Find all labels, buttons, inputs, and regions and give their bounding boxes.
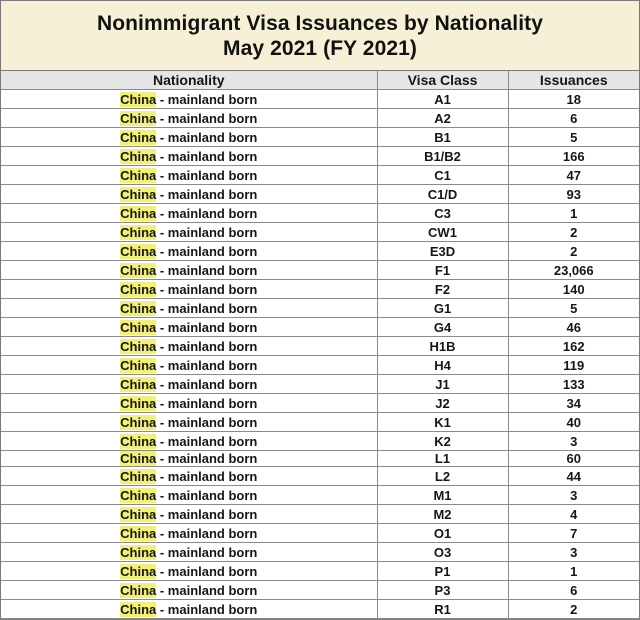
issuances-cell: 40 bbox=[508, 413, 639, 432]
highlighted-country: China bbox=[120, 525, 157, 541]
table-row bbox=[1, 185, 639, 204]
highlighted-country: China bbox=[120, 262, 157, 278]
nationality-cell bbox=[1, 299, 377, 318]
highlighted-country: China bbox=[120, 414, 157, 430]
issuances-cell: 140 bbox=[508, 280, 639, 299]
visa-class-cell: F1 bbox=[377, 261, 508, 280]
issuances-cell: 60 bbox=[508, 451, 639, 467]
visa-class-cell: J1 bbox=[377, 375, 508, 394]
highlighted-country: China bbox=[120, 281, 157, 297]
nationality-suffix: - mainland born bbox=[156, 243, 258, 259]
nationality-suffix: - mainland born bbox=[156, 129, 258, 145]
visa-class-cell: L2 bbox=[377, 467, 508, 486]
visa-class-cell: B1/B2 bbox=[377, 147, 508, 166]
nationality-cell bbox=[1, 280, 377, 299]
issuances-cell: 7 bbox=[508, 524, 639, 543]
issuances-cell: 2 bbox=[508, 600, 639, 619]
visa-class-cell: C3 bbox=[377, 204, 508, 223]
table-row bbox=[1, 299, 639, 318]
highlighted-country: China bbox=[120, 433, 157, 449]
nationality-suffix: - mainland born bbox=[156, 563, 258, 579]
issuances-cell: 119 bbox=[508, 356, 639, 375]
table-row bbox=[1, 467, 639, 486]
table-row bbox=[1, 543, 639, 562]
issuances-cell: 46 bbox=[508, 318, 639, 337]
table-header-row bbox=[1, 71, 639, 90]
visa-class-cell: G4 bbox=[377, 318, 508, 337]
table-row bbox=[1, 394, 639, 413]
table-row bbox=[1, 166, 639, 185]
visa-class-cell: H1B bbox=[377, 337, 508, 356]
highlighted-country: China bbox=[120, 205, 157, 221]
nationality-cell bbox=[1, 467, 377, 486]
nationality-cell bbox=[1, 223, 377, 242]
table-row bbox=[1, 356, 639, 375]
visa-class-cell: A1 bbox=[377, 90, 508, 109]
highlighted-country: China bbox=[120, 468, 157, 484]
visa-class-cell: R1 bbox=[377, 600, 508, 619]
highlighted-country: China bbox=[120, 563, 157, 579]
table-row bbox=[1, 505, 639, 524]
issuances-cell: 1 bbox=[508, 562, 639, 581]
nationality-suffix: - mainland born bbox=[156, 148, 258, 164]
nationality-cell bbox=[1, 562, 377, 581]
highlighted-country: China bbox=[120, 395, 157, 411]
nationality-suffix: - mainland born bbox=[156, 91, 258, 107]
table-row bbox=[1, 375, 639, 394]
table-row bbox=[1, 280, 639, 299]
nationality-cell bbox=[1, 261, 377, 280]
highlighted-country: China bbox=[120, 167, 157, 183]
issuances-cell: 18 bbox=[508, 90, 639, 109]
nationality-suffix: - mainland born bbox=[156, 487, 258, 503]
nationality-suffix: - mainland born bbox=[156, 110, 258, 126]
issuances-cell: 2 bbox=[508, 242, 639, 261]
nationality-suffix: - mainland born bbox=[156, 451, 258, 466]
highlighted-country: China bbox=[120, 319, 157, 335]
visa-class-cell: L1 bbox=[377, 451, 508, 467]
nationality-suffix: - mainland born bbox=[156, 357, 258, 373]
report-title: Nonimmigrant Visa Issuances by Nationality bbox=[96, 11, 544, 35]
nationality-cell bbox=[1, 413, 377, 432]
table-row bbox=[1, 261, 639, 280]
table-row bbox=[1, 318, 639, 337]
issuances-cell: 5 bbox=[508, 299, 639, 318]
highlighted-country: China bbox=[120, 544, 157, 560]
issuances-cell: 133 bbox=[508, 375, 639, 394]
nationality-cell bbox=[1, 394, 377, 413]
issuances-cell: 3 bbox=[508, 543, 639, 562]
nationality-suffix: - mainland born bbox=[156, 544, 258, 560]
table-row bbox=[1, 524, 639, 543]
nationality-suffix: - mainland born bbox=[156, 224, 258, 240]
nationality-cell bbox=[1, 166, 377, 185]
nationality-suffix: - mainland born bbox=[156, 525, 258, 541]
visa-class-cell: P1 bbox=[377, 562, 508, 581]
nationality-suffix: - mainland born bbox=[156, 582, 258, 598]
visa-class-cell: B1 bbox=[377, 128, 508, 147]
issuances-cell: 3 bbox=[508, 486, 639, 505]
issuances-cell: 23,066 bbox=[508, 261, 639, 280]
nationality-cell bbox=[1, 318, 377, 337]
nationality-suffix: - mainland born bbox=[156, 186, 258, 202]
highlighted-country: China bbox=[120, 451, 157, 466]
nationality-cell bbox=[1, 543, 377, 562]
nationality-cell bbox=[1, 600, 377, 619]
visa-class-cell: J2 bbox=[377, 394, 508, 413]
nationality-suffix: - mainland born bbox=[156, 338, 258, 354]
table-row bbox=[1, 486, 639, 505]
table-row bbox=[1, 451, 639, 467]
nationality-cell bbox=[1, 451, 377, 467]
issuances-column-header: Issuances bbox=[508, 71, 639, 90]
issuances-cell: 44 bbox=[508, 467, 639, 486]
highlighted-country: China bbox=[120, 338, 157, 354]
highlighted-country: China bbox=[120, 110, 157, 126]
nationality-cell bbox=[1, 337, 377, 356]
nationality-cell bbox=[1, 581, 377, 600]
visa-class-cell: K2 bbox=[377, 432, 508, 451]
visa-class-cell: P3 bbox=[377, 581, 508, 600]
highlighted-country: China bbox=[120, 129, 157, 145]
visa-class-cell: C1 bbox=[377, 166, 508, 185]
issuances-cell: 2 bbox=[508, 223, 639, 242]
visa-class-cell: M1 bbox=[377, 486, 508, 505]
issuances-cell: 1 bbox=[508, 204, 639, 223]
visa-class-cell: G1 bbox=[377, 299, 508, 318]
table-row bbox=[1, 432, 639, 451]
table-row bbox=[1, 581, 639, 600]
visa-class-cell: O1 bbox=[377, 524, 508, 543]
highlighted-country: China bbox=[120, 300, 157, 316]
nationality-suffix: - mainland born bbox=[156, 205, 258, 221]
issuances-cell: 93 bbox=[508, 185, 639, 204]
highlighted-country: China bbox=[120, 376, 157, 392]
nationality-suffix: - mainland born bbox=[156, 395, 258, 411]
table-row bbox=[1, 204, 639, 223]
table-row bbox=[1, 242, 639, 261]
report-title-block bbox=[1, 1, 639, 71]
table-row bbox=[1, 223, 639, 242]
issuances-cell: 6 bbox=[508, 581, 639, 600]
highlighted-country: China bbox=[120, 91, 157, 107]
table-row bbox=[1, 562, 639, 581]
nationality-suffix: - mainland born bbox=[156, 319, 258, 335]
visa-class-cell: C1/D bbox=[377, 185, 508, 204]
nationality-cell bbox=[1, 375, 377, 394]
issuances-cell: 4 bbox=[508, 505, 639, 524]
table-row bbox=[1, 337, 639, 356]
report-subtitle: May 2021 (FY 2021) bbox=[222, 36, 418, 60]
highlighted-country: China bbox=[120, 487, 157, 503]
issuances-cell: 3 bbox=[508, 432, 639, 451]
highlighted-country: China bbox=[120, 186, 157, 202]
visa-class-cell: F2 bbox=[377, 280, 508, 299]
nationality-cell bbox=[1, 128, 377, 147]
nationality-cell bbox=[1, 356, 377, 375]
visa-class-cell: K1 bbox=[377, 413, 508, 432]
visa-class-cell: A2 bbox=[377, 109, 508, 128]
nationality-cell bbox=[1, 242, 377, 261]
nationality-cell bbox=[1, 505, 377, 524]
issuances-cell: 47 bbox=[508, 166, 639, 185]
issuance-table bbox=[1, 71, 639, 619]
nationality-cell bbox=[1, 90, 377, 109]
nationality-suffix: - mainland born bbox=[156, 262, 258, 278]
nationality-cell bbox=[1, 147, 377, 166]
highlighted-country: China bbox=[120, 357, 157, 373]
nationality-cell bbox=[1, 524, 377, 543]
table-row bbox=[1, 147, 639, 166]
issuances-cell: 162 bbox=[508, 337, 639, 356]
nationality-suffix: - mainland born bbox=[156, 414, 258, 430]
nationality-suffix: - mainland born bbox=[156, 300, 258, 316]
nationality-suffix: - mainland born bbox=[156, 468, 258, 484]
visa-class-column-header: Visa Class bbox=[377, 71, 508, 90]
table-row bbox=[1, 128, 639, 147]
nationality-suffix: - mainland born bbox=[156, 281, 258, 297]
issuances-cell: 34 bbox=[508, 394, 639, 413]
visa-class-cell: H4 bbox=[377, 356, 508, 375]
table-row bbox=[1, 109, 639, 128]
nationality-suffix: - mainland born bbox=[156, 376, 258, 392]
visa-class-cell: E3D bbox=[377, 242, 508, 261]
highlighted-country: China bbox=[120, 582, 157, 598]
table-row bbox=[1, 413, 639, 432]
issuances-cell: 5 bbox=[508, 128, 639, 147]
nationality-suffix: - mainland born bbox=[156, 433, 258, 449]
highlighted-country: China bbox=[120, 148, 157, 164]
table-row bbox=[1, 90, 639, 109]
nationality-cell bbox=[1, 432, 377, 451]
nationality-column-header: Nationality bbox=[1, 71, 377, 90]
issuances-cell: 6 bbox=[508, 109, 639, 128]
visa-class-cell: CW1 bbox=[377, 223, 508, 242]
table-body bbox=[1, 90, 639, 619]
issuances-cell: 166 bbox=[508, 147, 639, 166]
nationality-suffix: - mainland born bbox=[156, 601, 258, 617]
highlighted-country: China bbox=[120, 243, 157, 259]
visa-class-cell: M2 bbox=[377, 505, 508, 524]
nationality-cell bbox=[1, 185, 377, 204]
visa-class-cell: O3 bbox=[377, 543, 508, 562]
nationality-cell bbox=[1, 486, 377, 505]
highlighted-country: China bbox=[120, 224, 157, 240]
nationality-suffix: - mainland born bbox=[156, 167, 258, 183]
highlighted-country: China bbox=[120, 506, 157, 522]
highlighted-country: China bbox=[120, 601, 157, 617]
nationality-suffix: - mainland born bbox=[156, 506, 258, 522]
nationality-cell bbox=[1, 109, 377, 128]
table-row bbox=[1, 600, 639, 619]
nationality-cell bbox=[1, 204, 377, 223]
